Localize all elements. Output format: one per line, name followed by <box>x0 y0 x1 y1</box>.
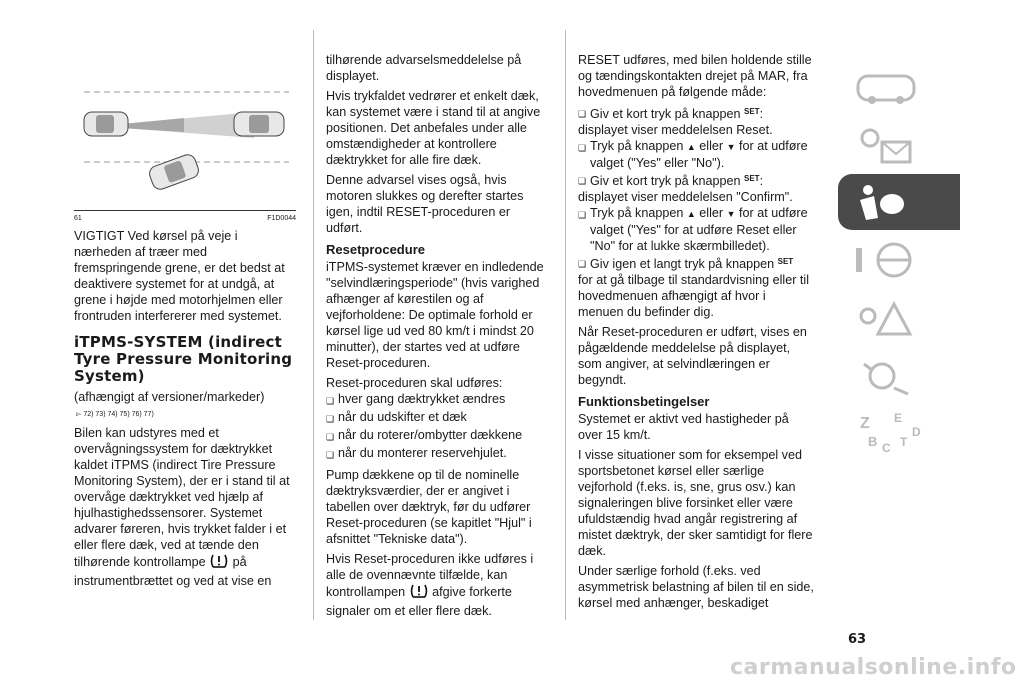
reference-numbers: 72) 73) 74) 75) 76) 77) <box>83 411 154 418</box>
figure-code: F1D0044 <box>267 215 296 222</box>
list-item: ❏ når du roterer/ombytter dækkene <box>326 427 548 445</box>
col3-p1: RESET udføres, med bilen holdende stille og tændingskontakten drejet på MAR, fra hovedmenuen på følgende måde: <box>578 53 812 99</box>
bullet-icon: ❏ <box>578 176 587 186</box>
col3-b5-cont: for at gå tilbage til standardvisning eller til hovedmenuen afhængigt af hvor i menuen du befinder dig. <box>578 273 810 319</box>
up-arrow-icon: ▲ <box>686 142 696 152</box>
reference-list <box>76 407 296 423</box>
list-item: ❏ når du udskifter et dæk <box>326 409 548 427</box>
column-1 <box>74 228 296 593</box>
col2-p1: tilhørende advarselsmeddelelse på displayet. <box>326 53 522 83</box>
col3-p5: Under særlige forhold (f.eks. ved asymmetrisk belastning af bilen til en side, kørsel med anhænger, beskadiget <box>578 564 814 610</box>
warning-paragraph: VIGTIGT Ved kørsel på veje i nærheden af træer med fremspringende grene, er det bedst at deaktivere systemet for at undgå, at grene i højde med motorhjelmen eller frontruden interfererer med systemet. <box>74 229 285 323</box>
column-divider-2 <box>565 30 566 620</box>
index-letter: B <box>868 434 878 449</box>
bullet-icon: ❏ <box>326 450 335 460</box>
index-icon <box>838 406 960 462</box>
col3-p2: Når Reset-proceduren er udført, vises en pågældende meddelelse på displayet, som angiver, at selvindlæringen er begyndt. <box>578 325 807 387</box>
column-divider-1 <box>313 30 314 620</box>
bullet-icon: ❏ <box>578 259 587 269</box>
bullet-icon: ❏ <box>578 143 587 153</box>
tyre-pressure-warning-icon <box>409 583 429 603</box>
tab-car[interactable] <box>838 58 960 114</box>
tab-service[interactable] <box>838 348 960 404</box>
tab-driving[interactable] <box>838 232 960 288</box>
tab-safety[interactable] <box>838 174 960 230</box>
col2-p3: Denne advarsel vises også, hvis motoren slukkes og derefter startes igen, indtil RESET-proceduren er udført. <box>326 173 524 235</box>
car-right <box>234 112 284 136</box>
watermark: carmanualsonline.info <box>730 655 1017 680</box>
index-letter: T <box>900 435 908 449</box>
service-icon <box>838 348 960 404</box>
col2-p5: Reset-proceduren skal udføres: <box>326 376 503 390</box>
function-heading: Funktionsbetingelser <box>578 394 710 409</box>
figure-caption <box>74 215 296 222</box>
page-number: 63 <box>848 632 867 647</box>
tab-emergency[interactable] <box>838 290 960 346</box>
col2-p2: Hvis trykfaldet vedrører et enkelt dæk, kan systemet være i stand til at angive positionen. Det anbefales under alle omstændigheder at kontrollere dæktrykket for alle fire dæk. <box>326 89 541 167</box>
car-merging <box>147 153 200 192</box>
warning-triangle-icon <box>838 290 960 346</box>
airbag-icon <box>838 174 960 230</box>
index-letter: Z <box>860 415 870 432</box>
car-icon <box>838 58 960 114</box>
list-item: ❏ Giv et kort tryk på knappen $^{SET}$: <box>578 107 764 121</box>
up-arrow-icon: ▲ <box>686 209 696 219</box>
list-item: ❏ Giv et kort tryk på knappen $^{SET}$: <box>578 174 764 188</box>
tab-warning-lights[interactable] <box>838 116 960 172</box>
tyre-pressure-warning-icon <box>209 553 229 573</box>
itpms-text-a: Bilen kan udstyres med et overvågningssystem for dæktrykket kaldet iTPMS (indirect Tire Pressure Monitoring System), der er i stand til at overvåge dæktrykket ved hjælp af hjulhastighedssensorer. Systemet advarer føreren, hvis trykket falder i et eller flere dæk, ved at tænde den tilhørende kontrollampe <box>74 426 290 569</box>
down-arrow-icon: ▼ <box>726 209 736 219</box>
column-3 <box>578 52 814 615</box>
index-letter: E <box>894 411 903 425</box>
blind-spot-illustration <box>74 52 296 212</box>
reset-heading: Resetprocedure <box>326 242 425 257</box>
col3-p3: Systemet er aktivt ved hastigheder på over 15 km/t. <box>578 412 789 442</box>
col2-p4: iTPMS-systemet kræver en indledende "selvindlæringsperiode" (hvis varighed afhænger af kørestilen og af vejforholdene: De optimale forhold er kørsel lige ud ved 80 km/t i mindst 20 minutter), der startes ved at udføre Reset-proceduren. <box>326 260 544 370</box>
itpms-text-b: på instrumentbrættet og ved at vise en <box>74 555 272 588</box>
car-left <box>84 112 128 136</box>
bullet-icon: ❏ <box>578 210 587 220</box>
index-letter: D <box>912 425 921 439</box>
list-item: ❏ Giv igen et langt tryk på knappen $^{SET}$ <box>578 257 794 271</box>
set-button-icon: SET <box>744 174 760 183</box>
col2-p7: Hvis Reset-proceduren ikke udføres i alle de ovennævnte tilfælde, kan kontrollampen afgive forkerte signaler om et eller flere dæk. <box>326 552 534 618</box>
figure-number: 61 <box>74 215 82 222</box>
list-item: ❏ Tryk på knappen ▲ eller ▼ for at udføre valget ("Yes" for at udføre Reset eller "No" for at lukke skærmbilledet). <box>578 206 808 253</box>
list-item: ❏ hver gang dæktrykket ændres <box>326 391 548 409</box>
col2-p6: Pump dækkene op til de nominelle dæktryksværdier, der er angivet i tabellen over dæktryk, før du udfører Reset-proceduren (se kapitlet "Hjul" i afsnittet "Tekniske data"). <box>326 468 532 546</box>
figure-rule <box>74 210 296 211</box>
section-heading: iTPMS-SYSTEM (indirect Tyre Pressure Monitoring System) <box>74 333 293 385</box>
bullet-icon: ❏ <box>578 109 587 119</box>
column-2 <box>326 52 548 623</box>
set-button-icon: SET <box>744 107 760 116</box>
list-item: ❏ når du monterer reservehjulet. <box>326 445 548 463</box>
section-subtitle: (afhængigt af versioner/markeder) <box>74 390 265 404</box>
bullet-icon: ❏ <box>326 432 335 442</box>
itpms-paragraph <box>74 425 296 589</box>
warning-lights-icon <box>838 116 960 172</box>
book-icon: ▻ <box>76 411 82 418</box>
steering-icon <box>838 232 960 288</box>
down-arrow-icon: ▼ <box>726 142 736 152</box>
tab-index[interactable] <box>838 406 960 462</box>
index-letter: C <box>882 441 891 455</box>
set-button-icon: SET <box>777 257 794 266</box>
col3-p4: I visse situationer som for eksempel ved sportsbetonet kørsel eller særlige vejforhold (f.eks. is, sne, grus osv.) kan signaleringen blive forsinket eller være ufuldstændig hvad angår registrering af mistet dæktryk, der sker samtidigt for flere dæk. <box>578 448 813 558</box>
col3-b1-cont: displayet viser meddelelsen Reset. <box>578 123 773 137</box>
col3-b3-cont: displayet viser meddelelsen "Confirm". <box>578 190 793 204</box>
bullet-icon: ❏ <box>326 396 335 406</box>
list-item: ❏ Tryk på knappen ▲ eller ▼ for at udføre valget ("Yes" eller "No"). <box>578 139 808 170</box>
bullet-icon: ❏ <box>326 414 335 424</box>
figure-blind-spot <box>74 52 296 212</box>
